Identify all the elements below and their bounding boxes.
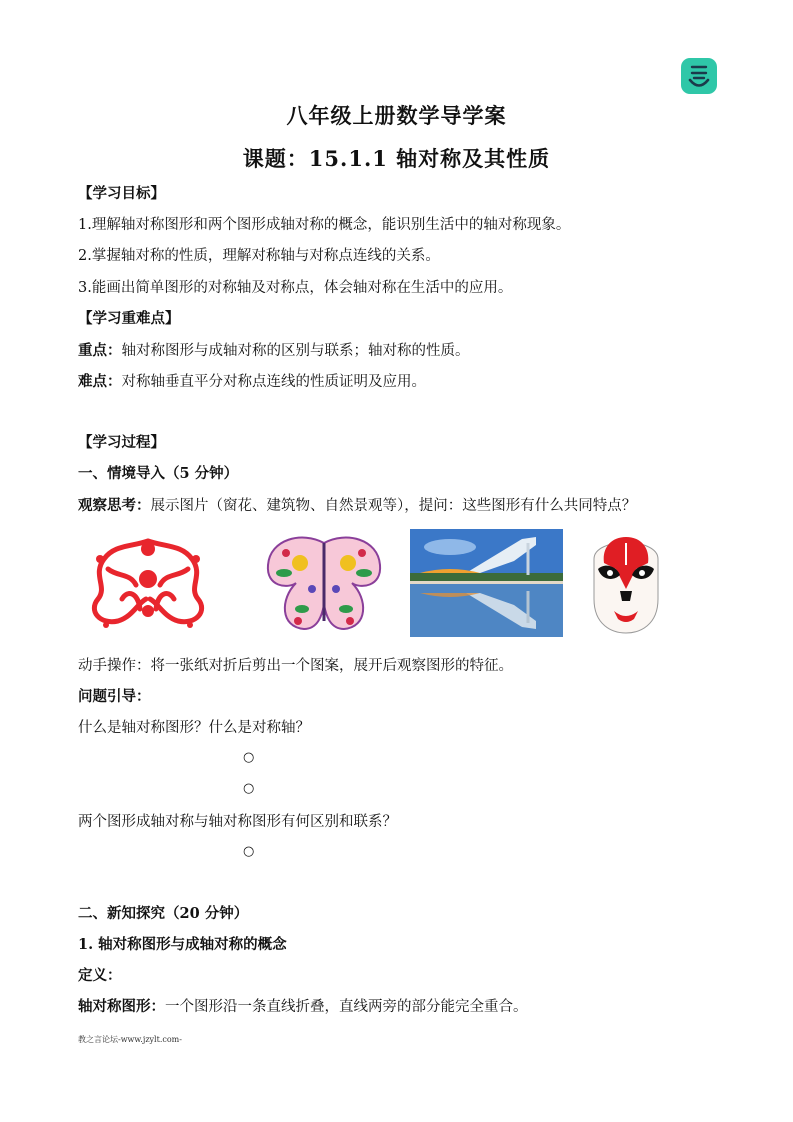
difficult-text: 对称轴垂直平分对称点连线的性质证明及应用。 bbox=[121, 374, 426, 390]
paper-cut-dragons-image bbox=[78, 529, 218, 637]
axis-symmetric-definition bbox=[78, 997, 528, 1017]
hands-on-line: 动手操作：将一张纸对折后剪出一个图案，展开后观察图形的特征。 bbox=[78, 658, 513, 674]
keypoints-heading: 【学习重难点】 bbox=[78, 310, 180, 327]
ski-jump-reflection-image bbox=[410, 529, 563, 637]
answer-bullet: ○ bbox=[243, 781, 255, 796]
observe-line bbox=[78, 496, 636, 516]
question-guide-label: 问题引导： bbox=[78, 688, 151, 705]
paper-cut-butterfly-image bbox=[262, 529, 386, 637]
goal-item: 3.能画出简单图形的对称轴及对称点，体会轴对称在生活中的应用。 bbox=[78, 280, 513, 296]
process-heading: 【学习过程】 bbox=[78, 434, 165, 451]
axis-symmetric-text: 一个图形沿一条直线折叠，直线两旁的部分能完全重合。 bbox=[165, 999, 528, 1015]
key-label: 重点： bbox=[78, 342, 122, 359]
section-1-heading: 一、情境导入（5 分钟） bbox=[78, 465, 239, 482]
answer-bullet: ○ bbox=[243, 844, 255, 859]
observe-text: 展示图片（窗花、建筑物、自然景观等），提问：这些图形有什么共同特点？ bbox=[150, 498, 637, 514]
document-title: 八年级上册数学导学案 bbox=[286, 103, 507, 128]
goal-item: 1.理解轴对称图形和两个图形成轴对称的概念，能识别生活中的轴对称现象。 bbox=[78, 217, 571, 233]
logo bbox=[681, 58, 717, 94]
key-point bbox=[78, 341, 470, 361]
opera-mask-image bbox=[584, 529, 668, 637]
footer-watermark: 教之言论坛-www.jzylt.com- bbox=[78, 1035, 182, 1044]
definition-label: 定义： bbox=[78, 967, 122, 984]
answer-bullet: ○ bbox=[243, 750, 255, 765]
question-1: 什么是轴对称图形？什么是对称轴？ bbox=[78, 720, 310, 736]
app-logo-icon bbox=[681, 58, 717, 94]
observe-label: 观察思考： bbox=[78, 497, 151, 514]
question-2: 两个图形成轴对称与轴对称图形有何区别和联系？ bbox=[78, 814, 397, 830]
goal-item: 2.掌握轴对称的性质，理解对称轴与对称点连线的关系。 bbox=[78, 248, 440, 264]
lesson-topic: 课题：15.1.1 轴对称及其性质 bbox=[242, 146, 551, 171]
goals-heading: 【学习目标】 bbox=[78, 185, 165, 202]
key-text: 轴对称图形与成轴对称的区别与联系；轴对称的性质。 bbox=[121, 343, 470, 359]
section-2-heading: 二、新知探究（20 分钟） bbox=[78, 905, 249, 922]
difficult-point bbox=[78, 372, 426, 392]
subsection-heading: 1. 轴对称图形与成轴对称的概念 bbox=[78, 936, 287, 953]
axis-symmetric-label: 轴对称图形： bbox=[78, 998, 165, 1015]
difficult-label: 难点： bbox=[78, 373, 122, 390]
